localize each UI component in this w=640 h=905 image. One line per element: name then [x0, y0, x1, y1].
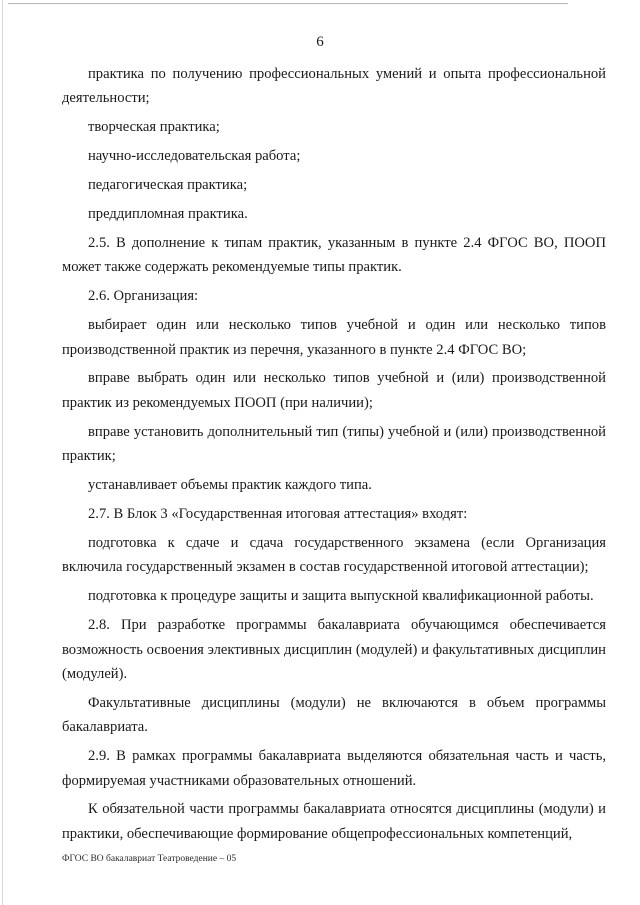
paragraph-2-7: 2.7. В Блок 3 «Государственная итоговая аттестация» входят: [88, 506, 468, 522]
paragraph-2-8: 2.8. При разработке программы бакалавриата обучающимся обеспечивается возможность освоения элективных дисциплин (модулей) и факультативных дисциплин (модулей). [62, 617, 606, 682]
paragraph-mandatory-part: К обязательной части программы бакалавриата относятся дисциплины (модули) и практики, обеспечивающие формирование общепрофессиональных компетенций, [62, 801, 606, 842]
document-body [62, 62, 606, 846]
paragraph-sets-volumes: устанавливает объемы практик каждого типа. [88, 477, 372, 494]
paragraph-2-5: 2.5. В дополнение к типам практик, указанным в пункте 2.4 ФГОС ВО, ПООП может также содержать рекомендуемые типы практик. [62, 234, 606, 276]
paragraph-selects-types: выбирает один или несколько типов учебной и один или несколько типов производственной практик из перечня, указанного в пункте 2.4 ФГОС ВО; [62, 317, 606, 358]
scan-left-edge [2, 0, 3, 905]
paragraph-2-6: 2.6. Организация: [88, 288, 199, 305]
paragraph-research-work: научно-исследовательская работа; [88, 148, 301, 165]
paragraph-thesis-defense: подготовка к процедуре защиты и защита выпускной квалификационной работы. [88, 588, 594, 605]
paragraph-2-9: 2.9. В рамках программы бакалавриата выделяются обязательная часть и часть, формируемая участниками образовательных отношений. [62, 748, 606, 789]
paragraph-state-exam: подготовка к сдаче и сдача государственного экзамена (если Организация включила государственный экзамен в состав государственной итоговой аттестации); [62, 534, 606, 576]
paragraph-optional-disciplines: Факультативные дисциплины (модули) не включаются в объем программы бакалавриата. [62, 694, 606, 736]
page-number: 6 [316, 34, 324, 50]
scan-top-rule [8, 3, 568, 4]
paragraph-practice-skills: практика по получению профессиональных умений и опыта профессиональной деятельности; [62, 66, 606, 107]
paragraph-may-establish: вправе установить дополнительный тип (типы) учебной и (или) производственной практик; [62, 423, 606, 465]
paragraph-may-choose: вправе выбрать один или несколько типов учебной и (или) производственной практик из рекомендуемых ПООП (при наличии); [62, 370, 606, 411]
paragraph-creative-practice: творческая практика; [88, 119, 220, 136]
paragraph-pedagogical-practice: педагогическая практика; [88, 177, 248, 194]
page-footer: ФГОС ВО бакалавриат Театроведение – 05 [62, 854, 237, 864]
paragraph-prediploma-practice: преддипломная практика. [88, 206, 248, 223]
